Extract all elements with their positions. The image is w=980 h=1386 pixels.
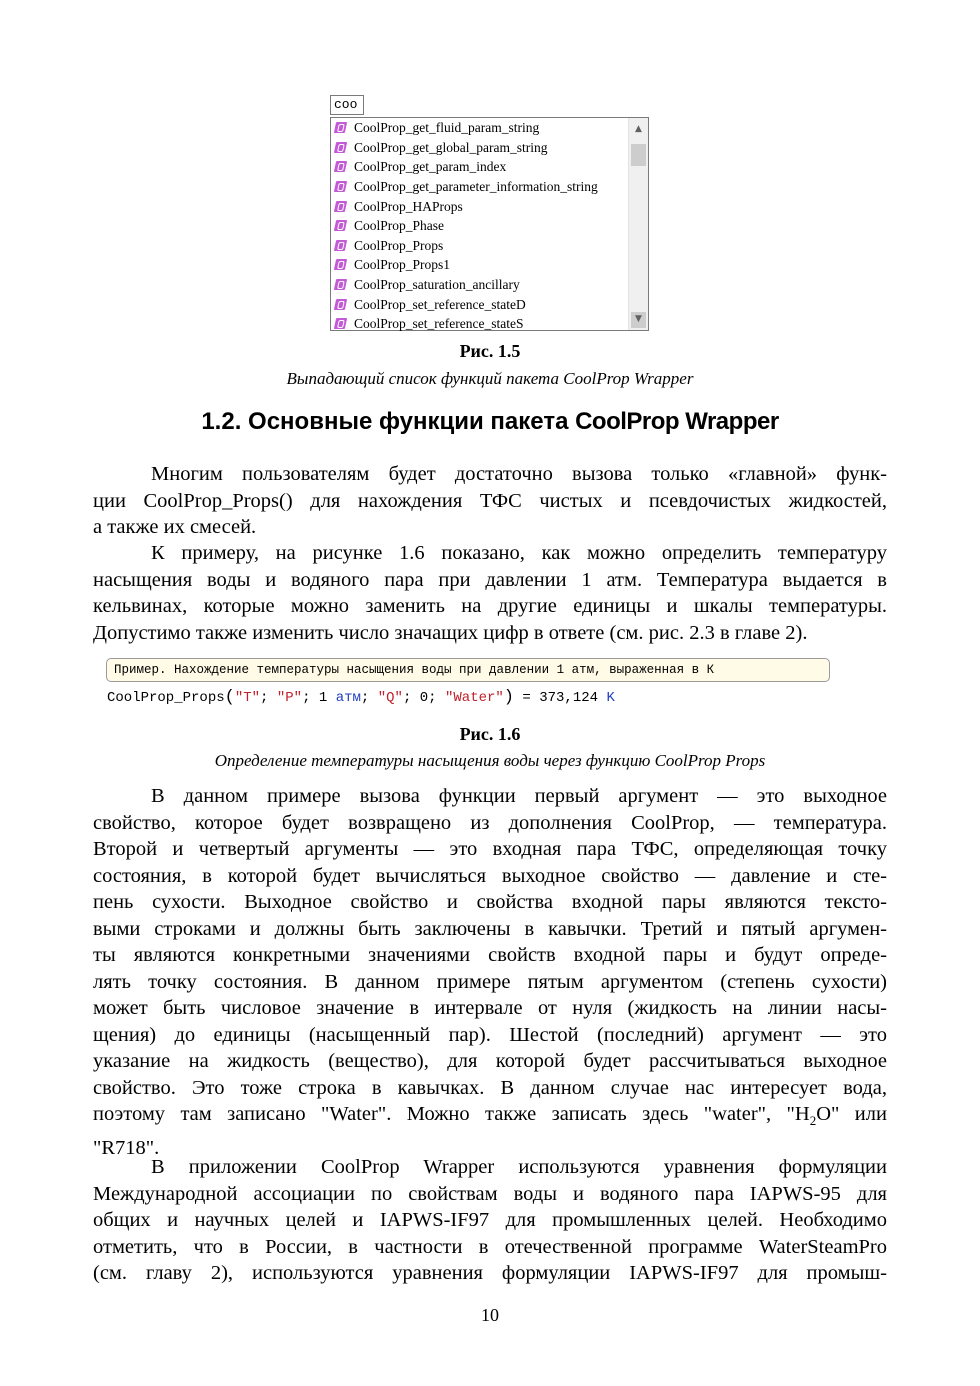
function-name: CoolProp_Props xyxy=(107,690,225,706)
text-line: может быть числовое значение в интервале от нуля (жидкость на линии насы- xyxy=(93,997,887,1019)
text-line: свойство. Это тоже строка в кавычках. В данном случае нас интересует вода, xyxy=(93,1076,887,1099)
argument-number: 1 xyxy=(318,690,328,706)
argument: "Water" xyxy=(444,690,504,706)
autocomplete-dropdown[interactable] xyxy=(330,117,649,331)
section-heading-tail: CoolProp Wrapper xyxy=(575,408,779,435)
text-fragment: O" или xyxy=(816,1103,887,1125)
text-line: а также их смесей. xyxy=(93,516,257,538)
text-line: выми строками и должны быть заключены в кавычки. Третий и пятый аргумен- xyxy=(93,917,887,940)
autocomplete-item[interactable] xyxy=(331,216,628,236)
subscript: 2 xyxy=(809,1113,817,1129)
text-line: К примеру, на рисунке 1.6 показано, как можно определить температуру xyxy=(151,542,887,564)
equals-sign: = xyxy=(522,690,531,706)
function-icon xyxy=(334,201,347,212)
autocomplete-item-label: CoolProp_get_fluid_param_string xyxy=(354,120,540,136)
text-line: щения) до единицы (насыщенный пар). Шестой (последний) аргумент — это xyxy=(93,1023,887,1046)
text-line: состояния, в которой будет вычисляться выходное свойство — давление и сте- xyxy=(93,864,887,887)
text-line: пень сухости. Выходное свойство и свойства входной пары являются тексто- xyxy=(93,891,887,913)
autocomplete-item[interactable] xyxy=(331,177,628,197)
text-line: Второй и четвертый аргументы — это входная пара ТФС, определяющая точку xyxy=(93,838,887,860)
autocomplete-item-label: CoolProp_get_param_index xyxy=(354,159,507,175)
autocomplete-item-label: CoolProp_set_reference_stateS xyxy=(354,316,524,332)
figure-caption: Выпадающий список функций пакета CoolProp Wrapper xyxy=(286,369,694,388)
autocomplete-item[interactable] xyxy=(331,157,628,177)
separator: ; xyxy=(360,690,370,706)
autocomplete-item-label: CoolProp_get_parameter_information_string xyxy=(354,179,598,195)
result-unit: K xyxy=(606,690,615,706)
text-line: Допустимо также изменить число значащих цифр в ответе (см. рис. 2.3 в главе 2). xyxy=(93,621,808,644)
autocomplete-item[interactable] xyxy=(331,236,628,256)
autocomplete-item[interactable] xyxy=(331,294,628,314)
autocomplete-item-label: CoolProp_Props1 xyxy=(354,257,451,273)
scrollbar[interactable] xyxy=(628,118,648,330)
autocomplete-item-label: CoolProp_Phase xyxy=(354,218,445,234)
separator: ; xyxy=(260,690,269,706)
text-line: отметить, что в России, в частности в отечественной программе WaterSteamPro xyxy=(93,1235,887,1258)
autocomplete-item-label: CoolProp_get_global_param_string xyxy=(354,139,548,155)
autocomplete-item-label: CoolProp_Props xyxy=(354,237,444,253)
function-icon xyxy=(334,220,347,231)
result-value: 373,124 xyxy=(539,690,599,706)
figure-label: Рис. 1.6 xyxy=(459,724,521,744)
text-line: лять точку состояния. В данном примере пятым аргументом (степень сухости) xyxy=(93,970,887,993)
text-line: (см. главу 2), используются уравнения формуляции IAPWS-IF97 для промыш- xyxy=(93,1262,887,1284)
autocomplete-input[interactable]: coo xyxy=(330,95,364,115)
autocomplete-item[interactable] xyxy=(331,314,628,334)
function-icon xyxy=(334,279,347,290)
separator: ; xyxy=(402,690,412,706)
paragraph xyxy=(93,783,887,1161)
paragraph xyxy=(93,1154,887,1287)
function-icon xyxy=(334,259,347,270)
text-line: кельвинах, которые можно заменить на другие единицы и шкалы температуры. xyxy=(93,595,887,617)
text-line: ты являются конкретными значениями свойств входной пары и будут опреде- xyxy=(93,944,887,966)
function-icon xyxy=(334,318,347,329)
page-number: 10 xyxy=(481,1305,499,1325)
open-paren: ( xyxy=(224,688,235,707)
text-line: общих и научных целей и IAPWS-IF97 для промышленных целей. Необходимо xyxy=(93,1209,887,1231)
scroll-up-arrow-icon[interactable]: ▲ xyxy=(635,124,642,134)
section-heading xyxy=(0,408,980,436)
close-paren: ) xyxy=(503,688,514,707)
formula-line xyxy=(107,688,615,708)
text-fragment: поэтому там записано "Water". Можно также записать здесь "water", "H xyxy=(93,1103,810,1125)
autocomplete-item[interactable] xyxy=(331,138,628,158)
text-line: Международной ассоциации по свойствам воды и водяного пара IAPWS-95 для xyxy=(93,1182,887,1205)
paragraph xyxy=(93,540,887,646)
autocomplete-item-label: CoolProp_HAProps xyxy=(354,198,463,214)
text-line: Многим пользователям будет достаточно вызова только «главной» функ- xyxy=(151,463,887,485)
argument-unit: атм xyxy=(335,690,361,706)
autocomplete-item[interactable] xyxy=(331,118,628,138)
function-icon xyxy=(334,181,347,192)
autocomplete-items xyxy=(331,118,628,334)
scroll-down-arrow-icon[interactable]: ▼ xyxy=(635,314,642,324)
text-line: В данном примере вызова функции первый аргумент — это выходное xyxy=(151,785,887,807)
function-icon xyxy=(334,240,347,251)
figure-caption: Определение температуры насыщения воды через функцию CoolProp Props xyxy=(214,751,766,770)
autocomplete-item[interactable] xyxy=(331,275,628,295)
text-line: В приложении CoolProp Wrapper используются уравнения формуляции xyxy=(151,1156,887,1178)
argument-number: 0 xyxy=(419,690,429,706)
text-line: свойство, которое будет возвращено из дополнения CoolProp, — температура. xyxy=(93,811,887,834)
text-line: "R718". xyxy=(93,1136,160,1159)
text-line: насыщения воды и водяного пара при давлении 1 атм. Температура выдается в xyxy=(93,568,887,591)
text-line: указание на жидкость (вещество), для которой будет рассчитываться выходное xyxy=(93,1050,887,1072)
function-icon xyxy=(334,122,347,133)
argument: "T" xyxy=(234,690,261,706)
function-icon xyxy=(334,161,347,172)
paragraph xyxy=(93,461,887,541)
text-line: ции CoolProp_Props() для нахождения ТФС чистых и псевдочистых жидкостей, xyxy=(93,489,887,512)
separator: ; xyxy=(428,690,437,706)
autocomplete-item[interactable] xyxy=(331,196,628,216)
argument: "P" xyxy=(276,690,303,706)
text-line xyxy=(93,1101,887,1135)
function-icon xyxy=(334,142,347,153)
section-heading-text: 1.2. Основные функции пакета xyxy=(201,408,569,435)
separator: ; xyxy=(302,690,311,706)
argument: "Q" xyxy=(377,690,403,706)
figure-label: Рис. 1.5 xyxy=(459,341,521,361)
autocomplete-item-label: CoolProp_saturation_ancillary xyxy=(354,277,520,293)
autocomplete-item[interactable] xyxy=(331,255,628,275)
function-icon xyxy=(334,299,347,310)
autocomplete-item-label: CoolProp_set_reference_stateD xyxy=(354,296,526,312)
example-note-box: Пример. Нахождение температуры насыщения воды при давлении 1 атм, выраженная в К xyxy=(106,658,830,682)
scrollbar-thumb[interactable] xyxy=(631,144,646,166)
